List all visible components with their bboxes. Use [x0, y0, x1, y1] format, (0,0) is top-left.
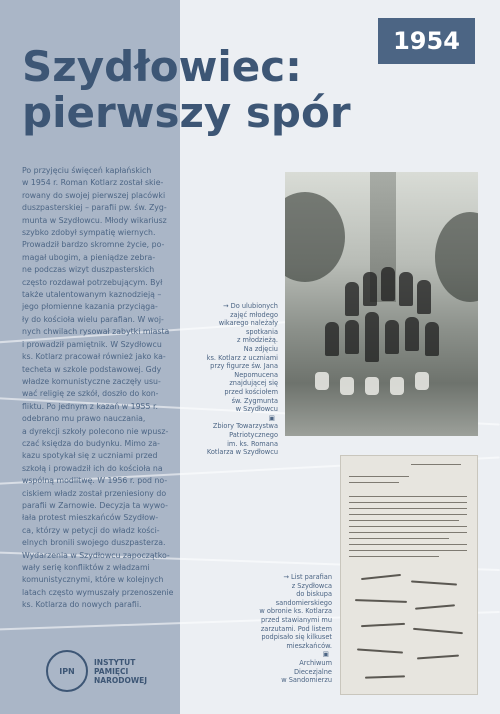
figure-shape	[417, 280, 431, 314]
signature-shape	[355, 599, 407, 603]
text-line	[349, 550, 467, 551]
text-line	[411, 464, 461, 465]
article-line: także utalentowanym kaznodzieją –	[22, 290, 162, 300]
article-line: łała protest mieszkańców Szydłow-	[22, 513, 159, 523]
caption-line: mieszkańców.	[286, 641, 332, 650]
figure-shape	[405, 317, 419, 351]
text-line	[349, 538, 449, 539]
signature-shape	[357, 648, 403, 653]
text-line	[349, 502, 467, 503]
caption-line: podpisało się kilkuset	[261, 633, 332, 642]
caption-line	[250, 650, 332, 667]
article-line: i prowadził pamiętnik. W Szydłowcu	[22, 339, 162, 349]
text-line	[349, 508, 467, 509]
photo-caption-students	[196, 302, 278, 457]
text-line	[349, 526, 467, 527]
tree-shape	[435, 212, 478, 302]
photo-group-with-students	[285, 172, 478, 436]
caption-line: im. ks. Romana	[227, 439, 278, 448]
article-line: ciskiem władz został przeniesiony do	[22, 488, 167, 498]
logo-line: NARODOWEJ	[94, 675, 148, 685]
signature-shape	[365, 675, 405, 678]
article-line: nych chwilach rysował zabytki miasta	[22, 327, 170, 337]
article-line: elnych bronili swojego duszpasterza.	[22, 538, 166, 548]
article-line: ks. Kotlarz pracował również jako ka-	[22, 352, 166, 362]
figure-shape	[363, 272, 377, 306]
logo-line: PAMIĘCI	[94, 666, 129, 676]
article-line: latach często wymuszały przenoszenie	[22, 587, 174, 597]
caption-source-text: Zbiory Towarzystwa	[212, 422, 278, 431]
article-line: parafii w Zarnowie. Decyzja ta wywo-	[22, 500, 168, 510]
caption-line: ks. Kotlarz z uczniami	[206, 353, 278, 362]
caption-line: z młodzieżą.	[236, 336, 278, 345]
article-line: wspólną modlitwę. W 1956 r. pod no-	[22, 476, 168, 486]
photo-letter-document	[340, 455, 478, 695]
text-line	[349, 482, 399, 483]
text-line	[349, 544, 467, 545]
article-line: wały serię konfliktów z władzami	[22, 563, 150, 572]
title-line-2: pierwszy spór	[22, 88, 351, 137]
figure-shape	[340, 377, 354, 395]
text-line	[349, 520, 459, 521]
caption-line: sandomierskiego	[275, 598, 332, 607]
caption-line: Patriotycznego	[229, 430, 278, 439]
article-line: Prowadził bardzo skromne życie, po-	[22, 240, 165, 250]
photo-caption-letter	[250, 573, 332, 685]
figure-shape	[345, 282, 359, 316]
article-line: jego płomienne kazania przyciąga-	[22, 302, 158, 312]
article-line: wać religię ze szkół, doszło do kon-	[22, 389, 159, 399]
article-line: munta w Szydłowcu. Młody wikariusz	[22, 215, 167, 225]
caption-line: Diecezjalne	[293, 667, 332, 676]
caption-line: przy figurze św. Jana	[210, 362, 278, 371]
text-line	[349, 476, 409, 477]
article-line: odebrano mu prawo nauczania,	[22, 414, 146, 424]
year-badge: 1954	[378, 18, 475, 64]
signature-shape	[411, 580, 457, 585]
priest-figure-shape	[365, 312, 379, 362]
article-line: szybko zdobył sympatię wiernych.	[22, 228, 156, 238]
eagle-seal-icon: IPN	[46, 650, 88, 692]
caption-line: zarzutami. Pod listem	[260, 624, 332, 633]
caption-line: z Szydłowca	[291, 581, 332, 590]
caption-line: wikarego należały	[218, 319, 278, 328]
text-line	[349, 556, 439, 557]
article-line: szkołą i prowadził ich do kościoła na	[22, 463, 163, 473]
ipn-logo	[46, 650, 147, 692]
caption-line: Nepomucena	[234, 370, 278, 379]
caption-line: → Do ulubionych	[223, 302, 278, 310]
caption-line: Na zdjęciu	[243, 344, 278, 353]
text-line	[349, 514, 467, 515]
signature-shape	[361, 623, 405, 627]
caption-line: przed kościołem	[224, 387, 278, 396]
signature-shape	[413, 628, 463, 634]
figure-shape	[381, 267, 395, 301]
figure-shape	[415, 372, 429, 390]
caption-line	[196, 414, 278, 431]
figure-shape	[385, 320, 399, 354]
page-title	[22, 44, 351, 136]
article-line: ks. Kotlarza do nowych parafii.	[22, 600, 142, 610]
text-line	[349, 496, 467, 497]
figure-shape	[315, 372, 329, 390]
caption-line: św. Zygmunta	[231, 396, 278, 405]
figure-shape	[345, 320, 359, 354]
camera-icon: ▣	[322, 650, 329, 659]
article-line: techeta w szkole podstawowej. Gdy	[22, 364, 162, 374]
article-line: kazu spotykał się z uczniami przed	[22, 451, 158, 461]
text-line	[349, 532, 467, 533]
article-line: a dyrekcji szkoły polecono nie wpusz-	[22, 426, 169, 436]
article-line: ne podczas wizyt duszpasterskich	[22, 265, 155, 275]
caption-line: do biskupa	[296, 590, 332, 599]
signature-shape	[361, 574, 401, 580]
signature-shape	[417, 655, 459, 660]
article-line: rowany do swojej pierwszej placówki	[22, 190, 166, 200]
figure-shape	[325, 322, 339, 356]
tree-shape	[285, 192, 345, 282]
caption-line: w Sandomierzu	[281, 676, 332, 685]
logo-line: INSTYTUT	[94, 657, 136, 667]
article-line: magał ubogim, a pieniądze zebra-	[22, 252, 156, 262]
caption-line: spotkania	[245, 327, 278, 336]
article-line: władze komunistyczne zaczęły usu-	[22, 376, 161, 386]
article-line: ca, którzy w petycji do władz kości-	[22, 525, 160, 535]
article-line: ły do kościoła wielu parafian. W woj-	[22, 314, 164, 324]
caption-line: w Szydłowcu	[235, 405, 278, 414]
figure-shape	[390, 377, 404, 395]
signature-shape	[415, 604, 455, 609]
article-line: w 1954 r. Roman Kotlarz został skie-	[22, 178, 164, 188]
caption-line: zajęć młodego	[230, 310, 278, 319]
figure-shape	[399, 272, 413, 306]
caption-line: → List parafian	[283, 573, 332, 581]
article-line: komunistycznymi, które w kolejnych	[22, 575, 164, 585]
figure-shape	[365, 377, 379, 395]
article-line: Wydarzenia w Szydłowcu zapoczątko-	[22, 550, 170, 560]
title-line-1: Szydłowiec:	[22, 42, 302, 91]
caption-line: w obronie ks. Kotlarza	[259, 607, 332, 616]
caption-line: znajdującej się	[229, 379, 278, 388]
article-line: Po przyjęciu święceń kapłańskich	[22, 166, 152, 175]
caption-line: przed stawianymi mu	[260, 615, 332, 624]
camera-icon: ▣	[268, 413, 275, 422]
article-line: duszpasterskiej – parafii pw. św. Zyg-	[22, 203, 167, 213]
caption-line: Kotlarza w Szydłowcu	[206, 448, 278, 457]
article-line: czać księdza do budynku. Mimo za-	[22, 438, 160, 448]
article-line: często rozdawał potrzebującym. Był	[22, 277, 163, 287]
caption-source-text: Archiwum	[299, 658, 332, 667]
logo-text	[94, 658, 147, 685]
article-line: fliktu. Po jednym z kazań w 1955 r.	[22, 401, 158, 411]
figure-shape	[425, 322, 439, 356]
